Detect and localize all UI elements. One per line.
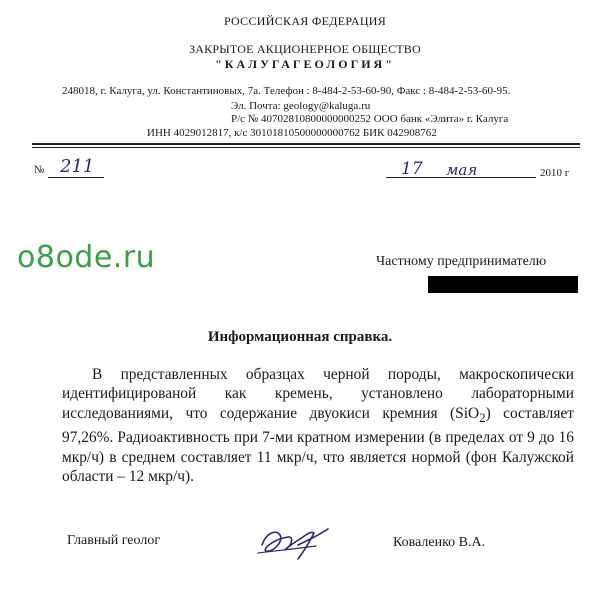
letterhead-country: РОССИЙСКАЯ ФЕДЕРАЦИЯ	[223, 14, 387, 28]
ref-date-month: мая	[446, 161, 478, 179]
letterhead-rule-thick	[32, 143, 580, 145]
signatory-name: Коваленко В.А.	[393, 535, 486, 550]
letterhead-bank: Р/с № 40702810800000000252 ООО банк «Элита» г. Калуга	[231, 113, 509, 125]
document-title: Информационная справка.	[207, 329, 393, 345]
letterhead-email: Эл. Почта: geology@kaluga.ru	[231, 100, 371, 112]
recipient-line: Частному предпринимателю	[376, 254, 547, 269]
letterhead-org-type: ЗАКРЫТОЕ АКЦИОНЕРНОЕ ОБЩЕСТВО	[189, 42, 421, 56]
body-text-part1: В представленных образцах черной породы, макроскопически идентифицированой как кремень, установлено лабораторными исследованиями, что содержание двуокиси кремния (SiO	[62, 366, 574, 422]
watermark-text: o8ode.ru	[17, 240, 156, 275]
ref-number-label: №	[34, 164, 45, 176]
letterhead-org-name: "КАЛУГАГЕОЛОГИЯ"	[215, 57, 395, 71]
letterhead-rule-thin	[32, 147, 580, 148]
ref-number-line	[48, 177, 104, 178]
signatory-position: Главный геолог	[67, 533, 161, 548]
ref-number-value: 211	[60, 156, 95, 177]
ref-date-line	[386, 177, 536, 178]
letterhead-address: 248018, г. Калуга, ул. Константиновых, 7а. Телефон : 8-484-2-53-60-90, Факс : 8-484-2-53-60-95.	[62, 85, 511, 97]
body-text-part2: ) составляет 97,26%. Радиоактивность при 7-ми кратном измерении (в пределах от 9 до 16 мкр/ч) в среднем составляет 11 мкр/ч, что является нормой (фон Калужской области – 12 мкр/ч).	[62, 404, 575, 486]
letterhead-inn: ИНН 4029012817, к/с 30101810500000000762 БИК 042908762	[147, 127, 437, 139]
ref-date-year: 2010 г	[540, 167, 570, 179]
handwritten-signature	[254, 515, 334, 565]
document-body	[62, 365, 574, 487]
body-subscript: 2	[479, 410, 486, 425]
redaction-bar	[428, 276, 578, 293]
ref-date-day: 17	[401, 159, 423, 179]
